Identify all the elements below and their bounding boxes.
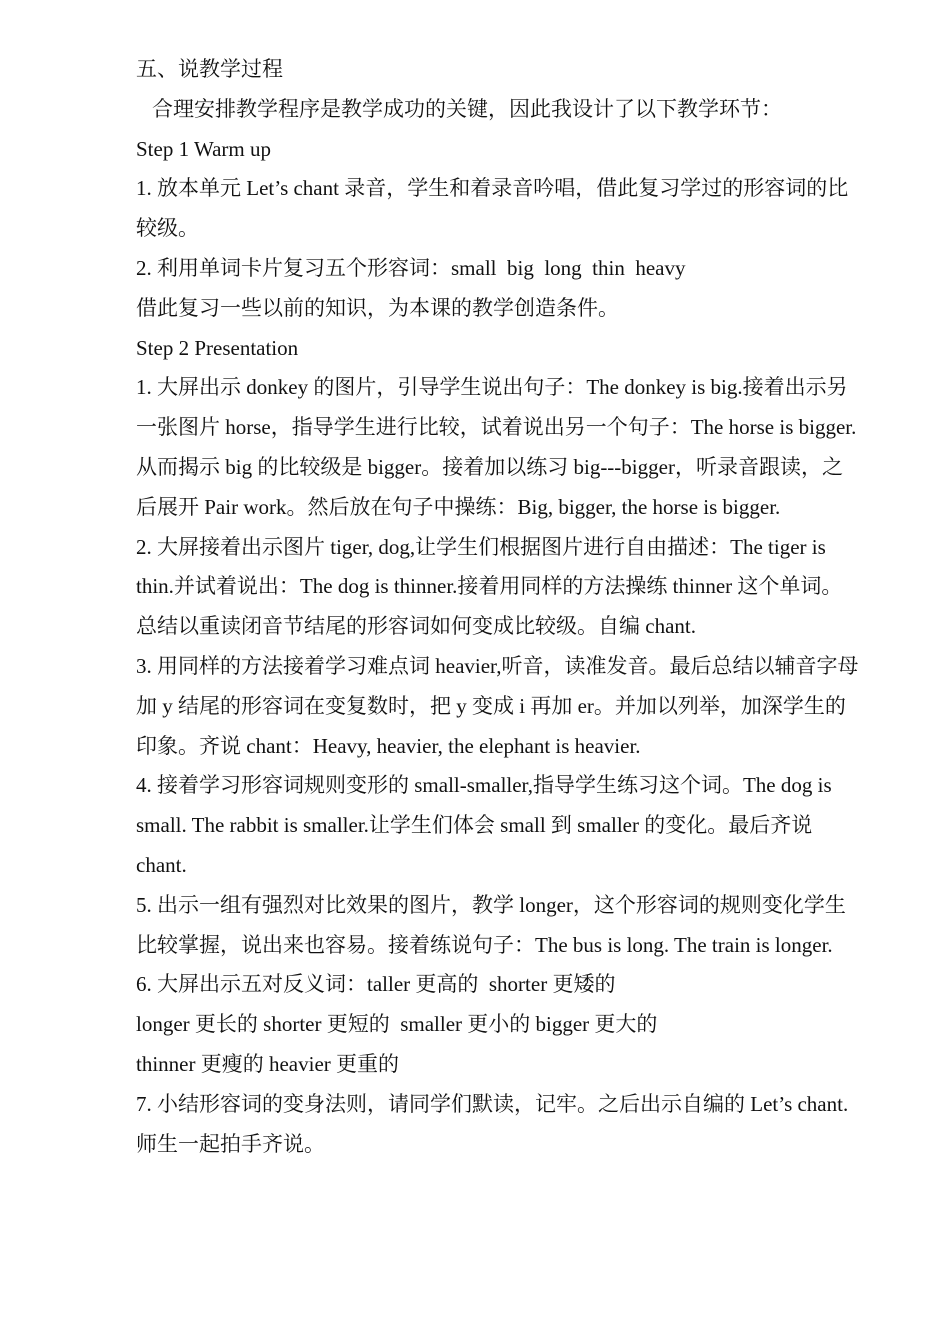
step2-title: Step 2 Presentation [136,335,299,360]
step1-title: Step 1 Warm up [136,136,271,161]
step1-item: 借此复习一些以前的知识，为本课的教学创造条件。 [136,295,619,320]
step2-item: 6. 大屏出示五对反义词：taller 更高的 shorter 更矮的 [136,972,616,997]
step2-item: 2. 大屏接着出示图片 tiger, dog,让学生们根据图片进行自由描述：The tiger is thin.并试着说出：The dog is thinner.接着用同样的方法操练 thinner 这个单词。总结以重读闭音节结尾的形容词如何变成比较级。自编 chant. [136,534,843,639]
step1-item: 2. 利用单词卡片复习五个形容词：small big long thin heavy [136,255,686,280]
document-body [136,50,862,1164]
intro-paragraph: 合理安排教学程序是教学成功的关键，因此我设计了以下教学环节： [152,96,782,121]
step2-item: thinner 更瘦的 heavier 更重的 [136,1051,400,1076]
step2-item: 4. 接着学习形容词规则变形的 small-smaller,指导学生练习这个词。The dog is small. The rabbit is smaller.让学生们体会 small 到 smaller 的变化。最后齐说 chant. [136,773,832,877]
step2-item: 7. 小结形容词的变身法则，请同学们默读，记牢。之后出示自编的 Let’s chant. 师生一起拍手齐说。 [136,1091,849,1156]
step1-item: 1. 放本单元 Let’s chant 录音，学生和着录音吟唱，借此复习学过的形容词的比较级。 [136,176,849,241]
step2-item: 5. 出示一组有强烈对比效果的图片，教学 longer，这个形容词的规则变化学生比较掌握，说出来也容易。接着练说句子：The bus is long. The train is longer. [136,892,846,957]
section-heading: 五、说教学过程 [136,57,283,81]
step2-item: 1. 大屏出示 donkey 的图片，引导学生说出句子：The donkey is big.接着出示另一张图片 horse，指导学生进行比较，试着说出另一个句子：The horse is bigger.从而揭示 big 的比较级是 bigger。接着加以练习 big---bigger，听录音跟读，之后展开 Pair work。然后放在句子中操练：Big, bigger, the horse is bigger. [136,375,857,519]
step2-item: 3. 用同样的方法接着学习难点词 heavier,听音，读准发音。最后总结以辅音字母加 y 结尾的形容词在变复数时，把 y 变成 i 再加 er。并加以列举，加深学生的印象。齐说 chant：Heavy, heavier, the elephant is heavier. [136,653,859,758]
step2-item: longer 更长的 shorter 更短的 smaller 更小的 bigger 更大的 [136,1012,658,1037]
